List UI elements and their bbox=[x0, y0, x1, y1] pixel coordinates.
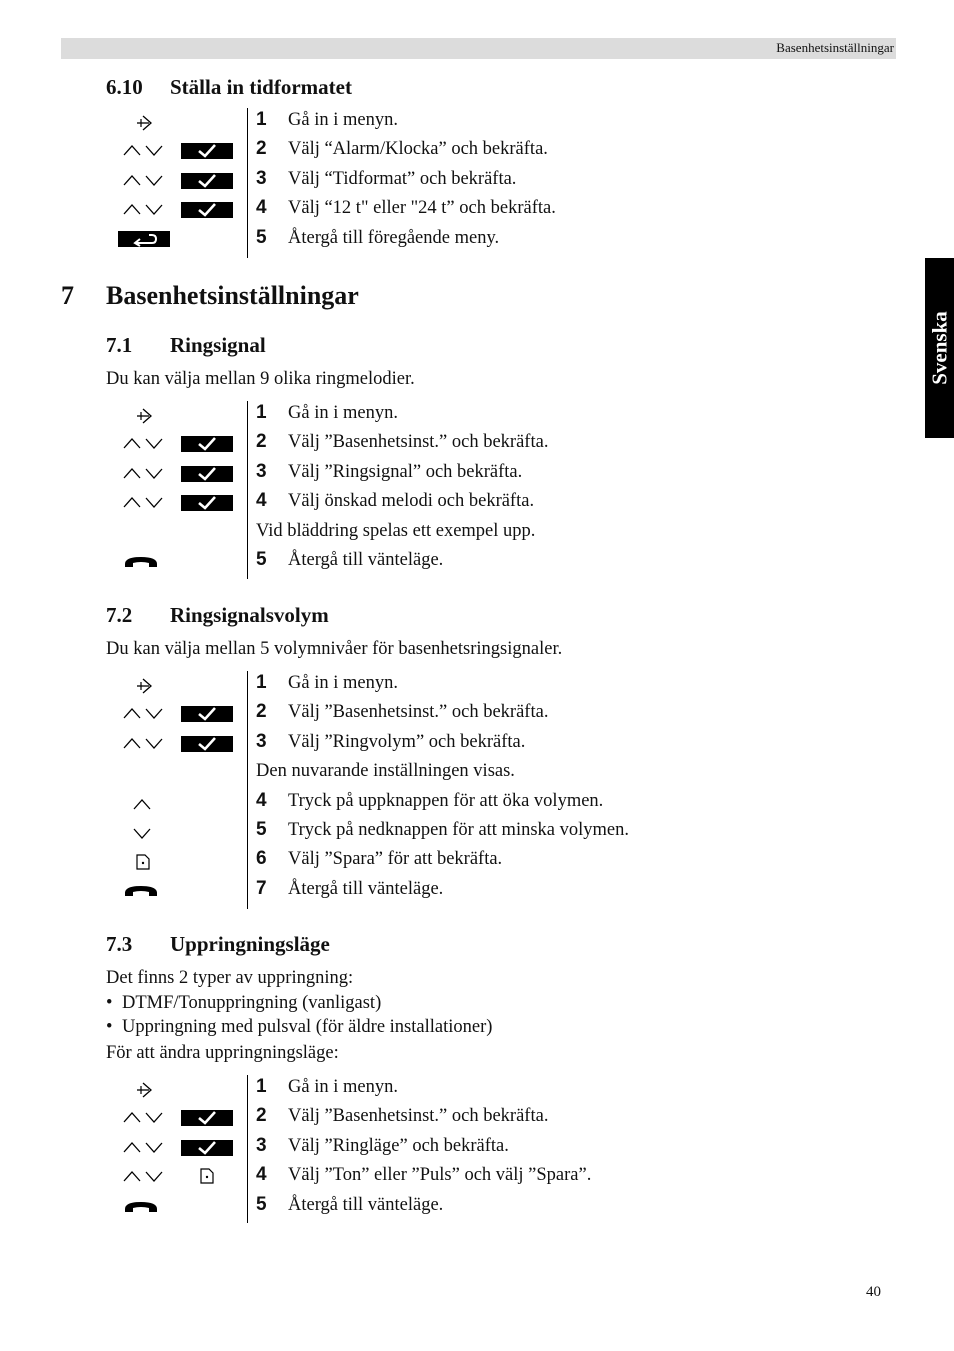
step-number: 5 bbox=[256, 818, 267, 840]
steps-divider bbox=[247, 401, 248, 579]
step-text: Tryck på nedknappen för att minska volymen. bbox=[288, 819, 629, 840]
step-number: 1 bbox=[256, 109, 267, 130]
step-number: 3 bbox=[256, 167, 267, 189]
step-text: Välj ”Ton” eller ”Puls” och välj ”Spara”. bbox=[288, 1165, 592, 1186]
step-text: Välj ”Ringläge” och bekräfta. bbox=[288, 1135, 509, 1156]
step-text: Gå in i menyn. bbox=[288, 110, 398, 130]
section-title: Ringsignalsvolym bbox=[170, 603, 329, 627]
menu-enter-icon bbox=[134, 676, 154, 696]
step-number: 1 bbox=[256, 1076, 267, 1097]
list-item: • DTMF/Tonuppringning (vanligast) bbox=[106, 993, 382, 1013]
step-number: 5 bbox=[256, 548, 267, 570]
step-text: Välj “Tidformat” och bekräfta. bbox=[288, 168, 517, 189]
chapter-heading bbox=[61, 281, 359, 311]
step-number: 7 bbox=[256, 877, 267, 899]
step-note: Den nuvarande inställningen visas. bbox=[256, 761, 515, 782]
section-title: Ställa in tidformatet bbox=[170, 75, 352, 99]
bullet-list bbox=[106, 993, 492, 1041]
language-tab bbox=[925, 258, 954, 438]
menu-enter-icon bbox=[134, 406, 154, 426]
back-arrow-softkey-icon bbox=[118, 231, 170, 247]
up-down-arrows-icon bbox=[122, 1168, 166, 1184]
step-text: Gå in i menyn. bbox=[288, 403, 398, 423]
section-intro: Du kan välja mellan 5 volymnivåer för basenhetsringsignaler. bbox=[106, 639, 563, 659]
step-text: Välj “Alarm/Klocka” och bekräfta. bbox=[288, 139, 548, 160]
step-text: Välj ”Basenhetsinst.” och bekräfta. bbox=[288, 702, 549, 723]
section-heading-7-3 bbox=[106, 932, 330, 957]
step-text: Återgå till vänteläge. bbox=[288, 878, 444, 899]
checkmark-softkey-icon bbox=[181, 736, 233, 752]
chapter-number: 7 bbox=[61, 281, 74, 310]
step-text: Tryck på uppknappen för att öka volymen. bbox=[288, 790, 604, 811]
checkmark-softkey-icon bbox=[181, 706, 233, 722]
step-text: Återgå till föregående meny. bbox=[288, 227, 500, 248]
checkmark-softkey-icon bbox=[181, 143, 233, 159]
running-header-title: Basenhetsinställningar bbox=[776, 40, 894, 55]
chapter-title: Basenhetsinställningar bbox=[106, 281, 359, 310]
up-down-arrows-icon bbox=[122, 1109, 166, 1125]
step-number: 2 bbox=[256, 431, 267, 453]
checkmark-softkey-icon bbox=[181, 1110, 233, 1126]
up-arrow-icon bbox=[132, 797, 152, 811]
step-number: 6 bbox=[256, 848, 267, 870]
step-number: 3 bbox=[256, 460, 267, 482]
step-number: 2 bbox=[256, 1105, 267, 1127]
step-number: 4 bbox=[256, 789, 267, 811]
up-down-arrows-icon bbox=[122, 735, 166, 751]
up-down-arrows-icon bbox=[122, 201, 166, 217]
end-call-phone-icon bbox=[124, 555, 158, 569]
up-down-arrows-icon bbox=[122, 435, 166, 451]
checkmark-softkey-icon bbox=[181, 466, 233, 482]
section-number: 7.3 bbox=[106, 932, 133, 956]
step-number: 4 bbox=[256, 197, 267, 219]
step-text: Välj ”Spara” för att bekräfta. bbox=[288, 849, 503, 870]
list-item-text: DTMF/Tonuppringning (vanligast) bbox=[122, 993, 382, 1013]
step-text: Gå in i menyn. bbox=[288, 1077, 398, 1097]
steps-divider bbox=[247, 1075, 248, 1223]
menu-enter-icon bbox=[134, 113, 154, 133]
step-note: Vid bläddring spelas ett exempel upp. bbox=[256, 520, 536, 541]
step-number: 3 bbox=[256, 730, 267, 752]
up-down-arrows-icon bbox=[122, 1139, 166, 1155]
save-icon bbox=[200, 1168, 214, 1184]
section-outro: För att ändra uppringningsläge: bbox=[106, 1043, 339, 1063]
steps-divider bbox=[247, 671, 248, 909]
steps-divider bbox=[247, 108, 248, 258]
step-number: 5 bbox=[256, 1193, 267, 1215]
step-text: Välj “12 t" eller "24 t” och bekräfta. bbox=[288, 198, 556, 219]
step-number: 5 bbox=[256, 226, 267, 248]
menu-enter-icon bbox=[134, 1080, 154, 1100]
checkmark-softkey-icon bbox=[181, 495, 233, 511]
step-text: Välj ”Ringvolym” och bekräfta. bbox=[288, 731, 526, 752]
down-arrow-icon bbox=[132, 826, 152, 840]
up-down-arrows-icon bbox=[122, 172, 166, 188]
section-title: Ringsignal bbox=[170, 333, 266, 357]
step-text: Välj ”Basenhetsinst.” och bekräfta. bbox=[288, 432, 549, 453]
step-number: 1 bbox=[256, 672, 267, 693]
step-text: Återgå till vänteläge. bbox=[288, 549, 444, 570]
section-number: 7.1 bbox=[106, 333, 133, 357]
step-number: 4 bbox=[256, 1164, 267, 1186]
section-title: Uppringningsläge bbox=[170, 932, 330, 956]
step-text: Gå in i menyn. bbox=[288, 673, 398, 693]
checkmark-softkey-icon bbox=[181, 173, 233, 189]
step-number: 2 bbox=[256, 138, 267, 160]
page-number: 40 bbox=[866, 1284, 881, 1300]
step-text: Välj ”Ringsignal” och bekräfta. bbox=[288, 461, 523, 482]
step-number: 2 bbox=[256, 701, 267, 723]
step-text: Återgå till vänteläge. bbox=[288, 1194, 444, 1215]
section-heading-7-1 bbox=[106, 333, 266, 358]
section-heading-7-2 bbox=[106, 603, 329, 628]
checkmark-softkey-icon bbox=[181, 1140, 233, 1156]
up-down-arrows-icon bbox=[122, 142, 166, 158]
section-intro: Du kan välja mellan 9 olika ringmelodier. bbox=[106, 369, 415, 389]
section-heading-6-10 bbox=[106, 75, 352, 100]
step-number: 1 bbox=[256, 402, 267, 423]
end-call-phone-icon bbox=[124, 1200, 158, 1214]
step-text: Välj önskad melodi och bekräfta. bbox=[288, 491, 535, 512]
section-number: 6.10 bbox=[106, 75, 143, 99]
section-number: 7.2 bbox=[106, 603, 133, 627]
language-tab-label: Svenska bbox=[927, 311, 951, 385]
up-down-arrows-icon bbox=[122, 465, 166, 481]
section-intro: Det finns 2 typer av uppringning: bbox=[106, 968, 354, 988]
up-down-arrows-icon bbox=[122, 494, 166, 510]
step-number: 4 bbox=[256, 490, 267, 512]
up-down-arrows-icon bbox=[122, 705, 166, 721]
end-call-phone-icon bbox=[124, 884, 158, 898]
step-number: 3 bbox=[256, 1134, 267, 1156]
step-text: Välj ”Basenhetsinst.” och bekräfta. bbox=[288, 1106, 549, 1127]
list-item: • Uppringning med pulsval (för äldre installationer) bbox=[106, 1017, 493, 1037]
save-icon bbox=[136, 854, 150, 870]
checkmark-softkey-icon bbox=[181, 202, 233, 218]
checkmark-softkey-icon bbox=[181, 436, 233, 452]
running-header bbox=[61, 38, 896, 59]
list-item-text: Uppringning med pulsval (för äldre installationer) bbox=[122, 1017, 493, 1037]
